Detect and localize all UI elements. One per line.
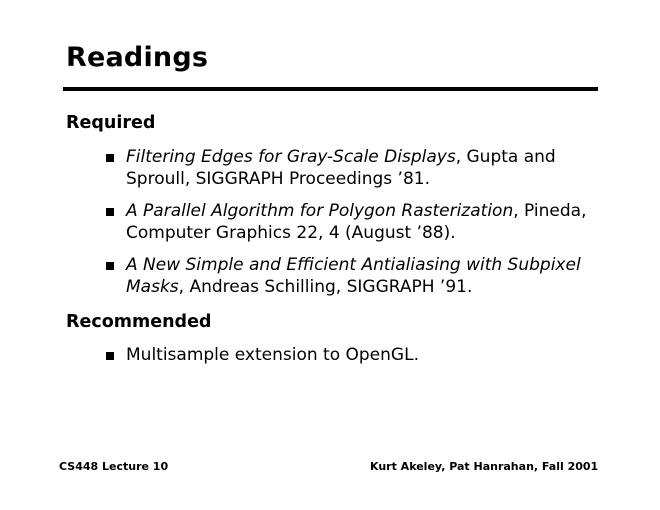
footer-authors: Kurt Akeley, Pat Hanrahan, Fall 2001 bbox=[370, 460, 599, 473]
square-bullet-icon bbox=[106, 154, 114, 162]
title-divider bbox=[63, 87, 598, 91]
footer-course: CS448 Lecture 10 bbox=[59, 460, 169, 473]
slide-title: Readings bbox=[66, 42, 209, 73]
section-heading-recommended: Recommended bbox=[66, 312, 212, 332]
reading-title: A Parallel Algorithm for Polygon Rasterization bbox=[126, 201, 514, 221]
section-heading-required: Required bbox=[66, 113, 156, 133]
list-item bbox=[106, 254, 616, 298]
reading-citation: , Gupta and Sproull, SIGGRAPH Proceedings ’81. bbox=[126, 147, 556, 189]
list-item bbox=[106, 200, 616, 244]
required-readings-list bbox=[106, 146, 616, 298]
reading-citation: , Andreas Schilling, SIGGRAPH ’91. bbox=[178, 277, 473, 297]
reading-text: Multisample extension to OpenGL. bbox=[126, 345, 419, 365]
reading-title: Filtering Edges for Gray-Scale Displays bbox=[126, 147, 456, 167]
reading-title: A New Simple and Efficient Antialiasing with Subpixel Masks bbox=[126, 255, 581, 297]
square-bullet-icon bbox=[106, 262, 114, 270]
list-item bbox=[106, 344, 616, 366]
recommended-readings-list bbox=[106, 344, 616, 366]
square-bullet-icon bbox=[106, 208, 114, 216]
reading-citation: , Pineda, Computer Graphics 22, 4 (August ’88). bbox=[126, 201, 587, 243]
square-bullet-icon bbox=[106, 352, 114, 360]
list-item bbox=[106, 146, 616, 190]
